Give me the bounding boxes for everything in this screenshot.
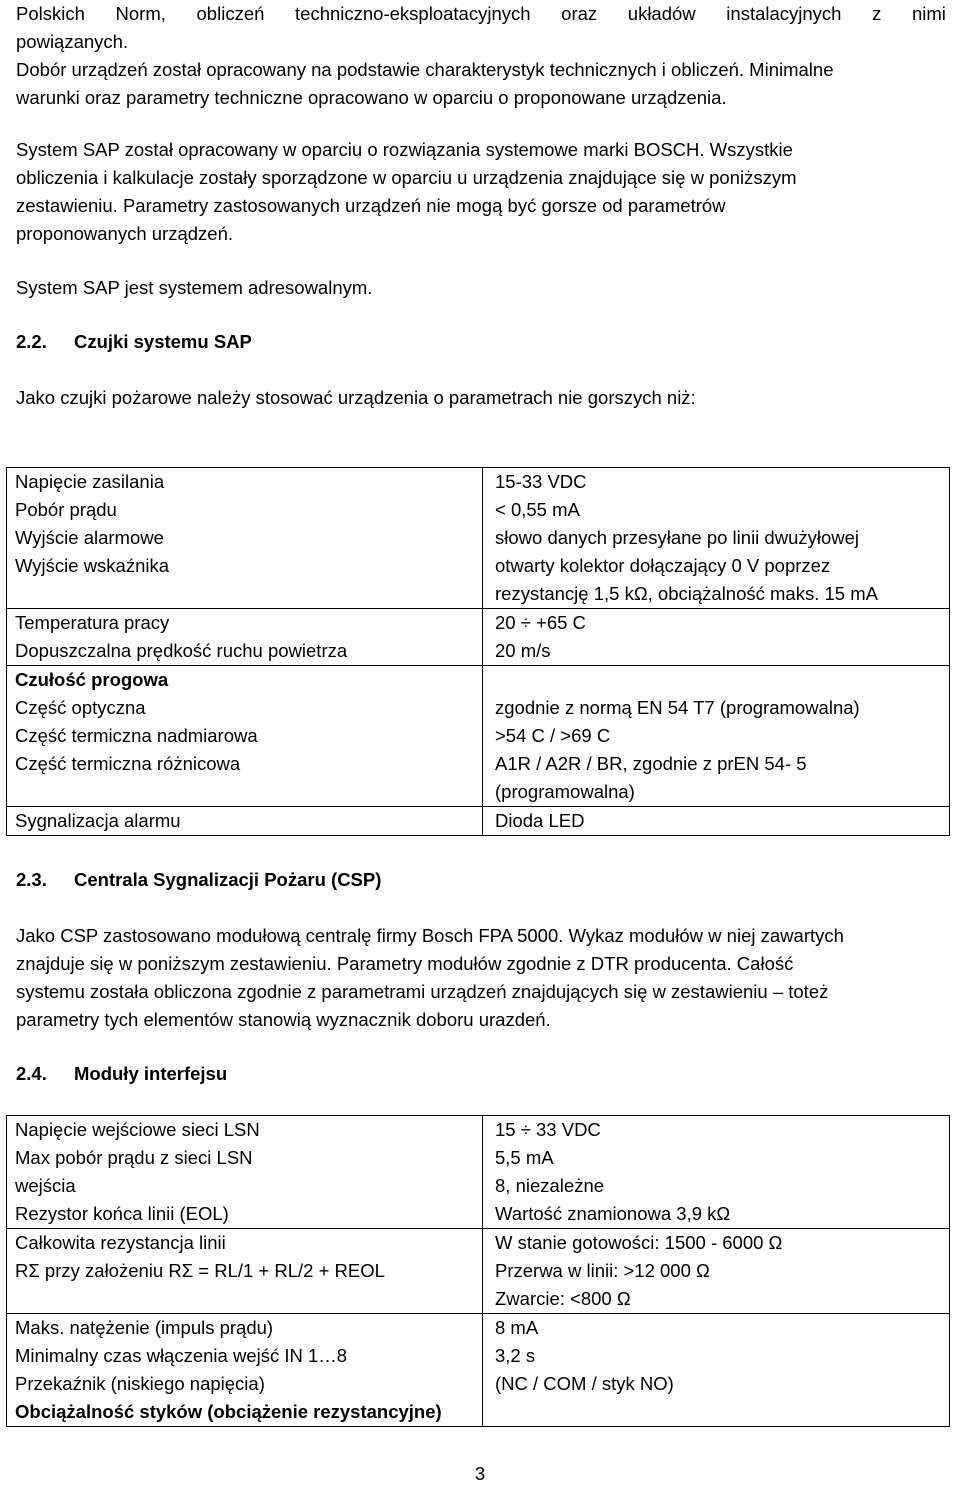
detector-spec-table [6, 467, 950, 836]
intro-line-2: powiązanych. [16, 31, 129, 52]
interface-module-spec-table [6, 1115, 950, 1427]
section-heading-2-3: 2.3. Centrala Sygnalizacji Pożaru (CSP) [16, 869, 382, 890]
table-row: Napięcie wejściowe sieci LSN Max pobór prądu z sieci LSN wejścia Rezystor końca linii (EOL) 15 ÷ 33 VDC 5,5 mA 8, niezależne Wartość znamionowa 3,9 kΩ [7, 1116, 950, 1229]
intro-p2-line-1: Dobór urządzeń został opracowany na podstawie charakterystyk technicznych i obliczeń. Minimalne [16, 59, 834, 80]
section-2-2-intro: Jako czujki pożarowe należy stosować urządzenia o parametrach nie gorszych niż: [16, 387, 696, 408]
table-row: Maks. natężenie (impuls prądu) Minimalny czas włączenia wejść IN 1…8 Przekaźnik (niskiego napięcia) Obciążalność styków (obciążenie rezystancyjne) 8 mA 3,2 s (NC / COM / styk NO) [7, 1314, 950, 1427]
intro-paragraph-1 [16, 0, 946, 112]
intro-paragraph-4: System SAP jest systemem adresowalnym. [16, 277, 373, 298]
page-number: 3 [474, 1463, 486, 1484]
table-row: Sygnalizacja alarmu Dioda LED [7, 807, 950, 836]
intro-line-1: Polskich Norm, obliczeń techniczno-eksploatacyjnych oraz układów instalacyjnych z nimi [16, 3, 946, 24]
table-row: Czułość progowa Część optyczna Część termiczna nadmiarowa Część termiczna różnicowa zgodnie z normą EN 54 T7 (programowalna) >54 C / >69 C A1R / A2R / BR, zgodnie z prEN 54- 5 (programowalna) [7, 666, 950, 807]
table-row: Napięcie zasilania Pobór prądu Wyjście alarmowe Wyjście wskaźnika 15-33 VDC < 0,55 mA słowo danych przesyłane po linii dwużyłowej otwarty kolektor dołączający 0 V poprzez rezystancję 1,5 kΩ, obciążalność maks. 15 mA [7, 468, 950, 609]
section-heading-2-2: 2.2. Czujki systemu SAP [16, 331, 252, 352]
table-row: Całkowita rezystancja linii RΣ przy założeniu RΣ = RL/1 + RL/2 + REOL W stanie gotowości: 1500 - 6000 Ω Przerwa w linii: >12 000 Ω Zwarcie: <800 Ω [7, 1229, 950, 1314]
table-row: Temperatura pracy Dopuszczalna prędkość ruchu powietrza 20 ÷ +65 C 20 m/s [7, 609, 950, 666]
intro-p2-line-2: warunki oraz parametry techniczne opracowano w oparciu o proponowane urządzenia. [16, 87, 727, 108]
section-2-3-paragraph: Jako CSP zastosowano modułową centralę firmy Bosch FPA 5000. Wykaz modułów w niej zawartych znajduje się w poniższym zestawieniu. Parametry modułów zgodnie z DTR producenta. Całość systemu została obliczona zgodnie z parametrami urządzeń znajdujących się w zestawieniu – toteż parametry tych elementów stanowią wyznacznik doboru urazdeń. [16, 925, 844, 1030]
section-heading-2-4: 2.4. Moduły interfejsu [16, 1063, 228, 1084]
intro-paragraph-3: System SAP został opracowany w oparciu o rozwiązania systemowe marki BOSCH. Wszystkie obliczenia i kalkulacje zostały sporządzone w oparciu u urządzenia znajdujące się w poniższym zestawieniu. Parametry zastosowanych urządzeń nie mogą być gorsze od parametrów proponowanych urządzeń. [16, 139, 797, 244]
